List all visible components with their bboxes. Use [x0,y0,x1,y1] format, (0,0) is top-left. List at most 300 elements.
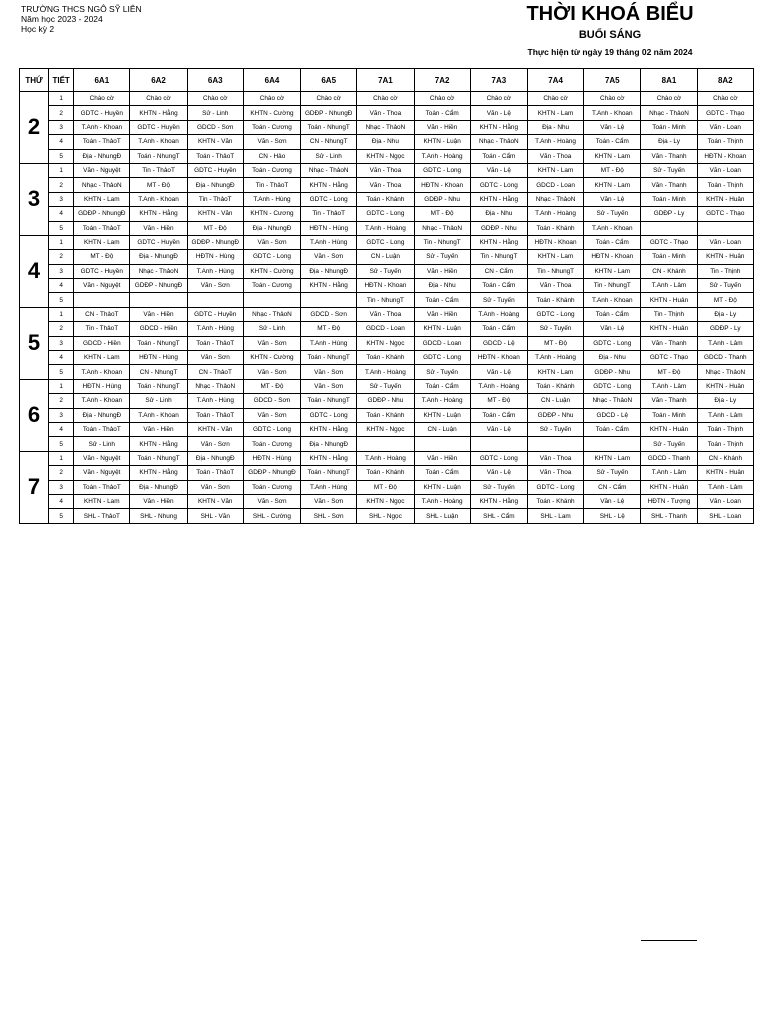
timetable-cell: Văn - Thanh [641,394,697,408]
timetable-cell: KHTN - Văn [187,207,243,221]
timetable-cell: KHTN - Hằng [130,466,187,480]
timetable-cell: HĐTN - Hùng [187,250,243,264]
effective-date: Thực hiện từ ngày 19 tháng 02 năm 2024 [527,47,693,57]
timetable-cell: GDĐP - Ly [697,322,753,336]
timetable-cell: KHTN - Lam [584,264,641,278]
table-row [20,221,754,235]
timetable-cell: Văn - Thanh [641,178,697,192]
timetable-cell: HĐTN - Khoan [584,250,641,264]
period-number: 3 [49,192,74,206]
column-header-class: 6A2 [130,69,187,92]
timetable-cell: Văn - Nguyệt [74,466,130,480]
timetable-cell: KHTN - Huân [697,250,753,264]
timetable-cell: Toán - Khánh [527,293,583,307]
timetable-cell: Toán - Minh [641,250,697,264]
timetable-cell: Toán - ThảoT [74,221,130,235]
timetable-cell: Văn - Hiền [414,120,470,134]
timetable-cell: GDTC - Long [357,207,414,221]
timetable-cell: Toán - Khánh [357,192,414,206]
timetable-cell: T.Anh - Khoan [584,221,641,235]
timetable-cell: CN - Luận [357,250,414,264]
timetable-cell: GDTC - Long [470,178,527,192]
timetable-cell: T.Anh - Hùng [187,322,243,336]
timetable-cell: CN - Hảo [243,149,300,163]
timetable-cell: KHTN - Cường [243,264,300,278]
timetable-body [20,92,754,524]
timetable-cell: Tin - ThảoT [187,192,243,206]
timetable-cell: Địa - Ly [641,135,697,149]
timetable-cell: T.Anh - Lâm [697,408,753,422]
column-header-class: 8A1 [641,69,697,92]
timetable-cell: KHTN - Huân [641,322,697,336]
timetable-cell: Chào cờ [74,92,130,106]
timetable-cell: Toán - ThảoT [187,149,243,163]
timetable-cell: CN - Cẩm [470,264,527,278]
timetable-cell [357,437,414,451]
timetable-cell: Tin - NhungT [470,250,527,264]
period-number: 5 [49,509,74,523]
day-label: 2 [20,92,49,164]
timetable-cell: T.Anh - Khoan [74,120,130,134]
timetable-cell: Sử - Linh [130,394,187,408]
timetable-cell: MT - Độ [414,207,470,221]
timetable-cell: Văn - Thoa [527,149,583,163]
day-label: 7 [20,451,49,523]
timetable-cell: T.Anh - Lâm [641,279,697,293]
timetable-cell: T.Anh - Hoàng [414,494,470,508]
table-row [20,509,754,523]
period-number: 2 [49,250,74,264]
session-label: BUỔI SÁNG [578,29,642,41]
timetable-cell: Địa - Nhu [527,120,583,134]
timetable-cell: Chào cờ [130,92,187,106]
timetable-cell: KHTN - Ngọc [357,422,414,436]
timetable-cell: KHTN - Hằng [130,437,187,451]
timetable-cell: MT - Độ [470,394,527,408]
timetable-cell: Văn - Loan [697,235,753,249]
period-number: 4 [49,207,74,221]
timetable-cell: GDCD - Thanh [697,351,753,365]
timetable-cell: KHTN - Hằng [130,207,187,221]
timetable-cell: SHL - ThảoT [74,509,130,523]
timetable-cell: Văn - Hiền [130,221,187,235]
timetable-cell: Nhạc - ThảoN [243,307,300,321]
table-row [20,106,754,120]
timetable-cell: Toán - Thịnh [697,178,753,192]
timetable-cell [243,293,300,307]
timetable-cell [527,437,583,451]
timetable-cell: Tin - Thịnh [641,307,697,321]
timetable-cell: SHL - Cường [243,509,300,523]
timetable-cell: SHL - Lệ [584,509,641,523]
table-row [20,207,754,221]
period-number: 4 [49,422,74,436]
page-title: THỜI KHOÁ BIỂU [526,3,694,25]
timetable-cell: Toán - Cẩm [414,293,470,307]
timetable-cell: Chào cờ [301,92,357,106]
period-number: 4 [49,135,74,149]
timetable-cell: Sử - Linh [74,437,130,451]
timetable-cell: GDĐP - Nhu [527,408,583,422]
timetable-cell: SHL - Sơn [301,509,357,523]
timetable-cell: Địa - NhungĐ [130,480,187,494]
timetable-cell: T.Anh - Hoàng [414,394,470,408]
timetable-cell: CN - Luận [414,422,470,436]
timetable-cell: Văn - Hiền [414,307,470,321]
timetable-cell: KHTN - Huân [697,379,753,393]
timetable-cell: Nhạc - ThảoN [470,135,527,149]
timetable-cell: Toán - Cương [243,163,300,177]
timetable-cell: Chào cờ [243,92,300,106]
timetable-cell: CN - ThảoT [74,307,130,321]
timetable-cell: Sử - Tuyến [414,250,470,264]
timetable-cell: Văn - Sơn [243,336,300,350]
timetable-cell: GDĐP - Nhu [414,192,470,206]
timetable-cell: Văn - Thoa [357,163,414,177]
table-row [20,394,754,408]
timetable-cell: SHL - Loan [697,509,753,523]
timetable-cell: Toán - Minh [641,120,697,134]
timetable-cell [187,293,243,307]
period-number: 1 [49,163,74,177]
day-label: 3 [20,163,49,235]
timetable-cell: Sử - Tuyến [357,379,414,393]
timetable-cell: Toán - Cẩm [470,408,527,422]
timetable-cell: GDĐP - Nhu [357,394,414,408]
period-number: 3 [49,480,74,494]
table-row [20,92,754,106]
table-row [20,178,754,192]
timetable-cell: Văn - Lệ [470,163,527,177]
timetable-cell: KHTN - Ngọc [357,336,414,350]
timetable-cell: MT - Độ [130,178,187,192]
timetable-cell: GDTC - Long [243,250,300,264]
timetable-cell: CN - Khánh [641,264,697,278]
timetable-cell: Sử - Linh [301,149,357,163]
timetable-cell: T.Anh - Lâm [641,379,697,393]
school-info [21,4,142,34]
timetable-cell: SHL - Luận [414,509,470,523]
timetable-cell [697,221,753,235]
timetable-cell: CN - ThảoT [187,365,243,379]
timetable-cell: KHTN - Lam [527,106,583,120]
timetable-cell: Chào cờ [357,92,414,106]
table-row [20,307,754,321]
timetable-cell: GDCD - Hiền [74,336,130,350]
timetable-cell: Toán - NhungT [301,351,357,365]
timetable-cell: Địa - NhungĐ [301,437,357,451]
period-number: 5 [49,293,74,307]
timetable-cell: Văn - Hiền [130,307,187,321]
timetable-cell: Toán - Cẩm [414,466,470,480]
timetable-cell: Toán - Minh [641,408,697,422]
period-number: 1 [49,235,74,249]
timetable-cell: Toán - ThảoT [74,422,130,436]
timetable-cell: CN - NhungT [301,135,357,149]
timetable-cell: KHTN - Lam [584,451,641,465]
timetable-cell [130,293,187,307]
timetable-cell: KHTN - Cường [243,351,300,365]
timetable-cell: MT - Độ [187,221,243,235]
timetable-cell: HĐTN - Khoan [357,279,414,293]
timetable-cell: KHTN - Lam [584,178,641,192]
period-number: 5 [49,437,74,451]
timetable-cell: Sử - Tuyến [527,322,583,336]
timetable-cell: Nhạc - ThảoN [641,106,697,120]
timetable-cell: MT - Độ [641,365,697,379]
timetable-cell: T.Anh - Lâm [697,480,753,494]
timetable-cell: GDTC - Thạo [641,351,697,365]
timetable-cell: Văn - Sơn [301,379,357,393]
timetable-cell: GDTC - Huyền [74,106,130,120]
period-number: 5 [49,365,74,379]
day-label: 6 [20,379,49,451]
timetable-cell [584,437,641,451]
timetable-cell: Địa - NhungĐ [301,264,357,278]
timetable-cell: Tin - ThảoT [243,178,300,192]
timetable-cell: Sử - Tuyến [584,207,641,221]
timetable-cell: Địa - NhungĐ [187,178,243,192]
timetable-cell: GDCD - Loan [357,322,414,336]
timetable-cell: Chào cờ [414,92,470,106]
timetable-cell: Văn - Lệ [470,422,527,436]
timetable-cell: Sử - Tuyến [641,163,697,177]
period-number: 2 [49,322,74,336]
timetable-cell: Văn - Sơn [301,250,357,264]
timetable-cell: GDĐP - NhungĐ [187,235,243,249]
timetable-cell: KHTN - Lam [527,250,583,264]
timetable-cell: GDTC - Long [301,192,357,206]
timetable-cell: Chào cờ [470,92,527,106]
timetable-cell: Toán - NhungT [130,336,187,350]
timetable-cell: KHTN - Ngọc [357,149,414,163]
column-header-class: 7A4 [527,69,583,92]
timetable-cell: HĐTN - Khoan [697,149,753,163]
period-number: 5 [49,221,74,235]
timetable-cell: GDĐP - NhungĐ [130,279,187,293]
timetable-cell: T.Anh - Hùng [187,264,243,278]
table-row [20,135,754,149]
timetable-cell: KHTN - Văn [187,494,243,508]
timetable-cell: SHL - Thanh [641,509,697,523]
timetable-cell: GDTC - Long [527,480,583,494]
timetable-cell: Sử - Tuyến [470,293,527,307]
timetable-cell: Sử - Linh [243,322,300,336]
timetable-cell: Văn - Thoa [357,307,414,321]
timetable-cell: T.Anh - Hoàng [470,379,527,393]
timetable-cell: GDCD - Sơn [187,120,243,134]
timetable-cell: Văn - Loan [697,120,753,134]
timetable-cell: Toán - Cẩm [470,279,527,293]
timetable-cell: Văn - Loan [697,494,753,508]
timetable-cell: Địa - NhungĐ [130,250,187,264]
period-number: 3 [49,408,74,422]
timetable-cell: GDTC - Huyền [130,235,187,249]
column-header-period: TIẾT [49,69,74,92]
timetable-cell [301,293,357,307]
timetable-cell: Toán - Cẩm [584,235,641,249]
period-number: 2 [49,466,74,480]
timetable-cell: Địa - Nhu [414,279,470,293]
timetable-cell: Văn - Hiền [130,494,187,508]
timetable-cell: Tin - ThảoT [301,207,357,221]
period-number: 1 [49,451,74,465]
timetable-cell: GDCD - Lệ [584,408,641,422]
timetable-cell: Nhạc - ThảoN [414,221,470,235]
period-number: 4 [49,279,74,293]
timetable-cell: GDTC - Huyền [187,307,243,321]
column-header-class: 7A2 [414,69,470,92]
column-header-day: THỨ [20,69,49,92]
timetable-cell [470,437,527,451]
timetable-cell: Toán - ThảoT [187,466,243,480]
timetable-cell: Văn - Sơn [187,480,243,494]
table-row [20,250,754,264]
timetable-cell: Chào cờ [187,92,243,106]
timetable-cell: Toán - Thịnh [697,437,753,451]
timetable-cell: Sử - Tuyến [470,480,527,494]
timetable-cell [641,221,697,235]
column-header-class: 8A2 [697,69,753,92]
timetable-cell: T.Anh - Khoan [130,135,187,149]
timetable-cell: T.Anh - Khoan [74,365,130,379]
timetable-cell: T.Anh - Khoan [584,106,641,120]
timetable-cell: KHTN - Lam [74,494,130,508]
timetable-cell: GDCD - Sơn [301,307,357,321]
timetable-cell: KHTN - Luận [414,408,470,422]
timetable-cell: T.Anh - Khoan [584,293,641,307]
timetable-cell: Toán - Khánh [527,494,583,508]
table-row [20,437,754,451]
timetable-cell: GDĐP - NhungĐ [243,466,300,480]
column-header-class: 6A3 [187,69,243,92]
timetable-cell: T.Anh - Lâm [641,466,697,480]
timetable-cell: KHTN - Văn [187,135,243,149]
timetable-cell: SHL - Nhung [130,509,187,523]
timetable-cell: Sử - Tuyến [357,264,414,278]
school-year: Năm học 2023 - 2024 [21,14,103,24]
timetable-cell: KHTN - Cường [243,106,300,120]
timetable-cell: Văn - Lệ [584,192,641,206]
timetable-cell: GDCD - Thanh [641,451,697,465]
timetable-cell: T.Anh - Hoàng [527,135,583,149]
timetable-cell: Văn - Thoa [527,279,583,293]
timetable-cell: MT - Độ [74,250,130,264]
timetable-cell: Tin - NhungT [357,293,414,307]
timetable-cell: Tin - NhungT [584,279,641,293]
timetable-cell: KHTN - Hằng [301,279,357,293]
period-number: 3 [49,120,74,134]
timetable-cell: GDTC - Thạo [697,106,753,120]
period-number: 3 [49,336,74,350]
timetable-cell: Văn - Lệ [584,120,641,134]
timetable-cell: GDĐP - Nhu [584,365,641,379]
timetable-cell: Nhạc - ThảoN [187,379,243,393]
timetable-cell: KHTN - Luận [414,322,470,336]
timetable-cell: T.Anh - Hùng [301,235,357,249]
timetable-cell: GDTC - Long [301,408,357,422]
timetable-cell: T.Anh - Hoàng [470,307,527,321]
timetable-cell: Toán - NhungT [301,394,357,408]
timetable-cell: MT - Độ [301,322,357,336]
timetable-cell: GDCD - Sơn [243,394,300,408]
timetable-cell: Toán - Thịnh [697,422,753,436]
timetable-cell: HĐTN - Hùng [74,379,130,393]
timetable-cell: Nhạc - ThảoN [697,365,753,379]
timetable-cell: Toán - NhungT [301,466,357,480]
table-row [20,408,754,422]
column-header-class: 6A4 [243,69,300,92]
timetable-cell: Văn - Lệ [584,494,641,508]
period-number: 3 [49,264,74,278]
timetable-cell: Sử - Tuyến [414,365,470,379]
timetable-cell: MT - Độ [527,336,583,350]
timetable-cell: T.Anh - Hùng [301,480,357,494]
timetable-cell: Toán - Cương [243,120,300,134]
timetable-cell: Toán - Cẩm [414,379,470,393]
timetable-cell: Toán - Cương [243,437,300,451]
timetable-cell: Văn - Thoa [357,178,414,192]
timetable-cell: Toán - NhungT [130,451,187,465]
period-number: 2 [49,178,74,192]
timetable-cell: T.Anh - Khoan [130,192,187,206]
column-header-class: 6A1 [74,69,130,92]
timetable-cell: Văn - Hiền [130,422,187,436]
timetable-cell: KHTN - Huân [697,466,753,480]
period-number: 4 [49,351,74,365]
period-number: 1 [49,307,74,321]
timetable-cell: Sử - Linh [187,106,243,120]
timetable-cell: Toán - ThảoT [187,336,243,350]
timetable-cell: Toán - Khánh [357,408,414,422]
column-header-class: 7A5 [584,69,641,92]
timetable-cell: Văn - Lệ [470,466,527,480]
timetable-cell: GDTC - Huyền [74,264,130,278]
table-row [20,466,754,480]
timetable-cell: SHL - Cẩm [470,509,527,523]
timetable-cell: KHTN - Ngọc [357,494,414,508]
timetable-cell: KHTN - Lam [74,235,130,249]
timetable-cell: KHTN - Hằng [470,494,527,508]
timetable-cell: MT - Độ [584,163,641,177]
timetable-cell: T.Anh - Hoàng [357,451,414,465]
timetable-cell: KHTN - Luận [414,135,470,149]
timetable-cell: KHTN - Lam [584,149,641,163]
timetable-cell: HĐTN - Khoan [527,235,583,249]
timetable-cell: CN - NhungT [130,365,187,379]
timetable-cell: GDTC - Long [414,351,470,365]
timetable-cell: Văn - Hiền [414,451,470,465]
timetable-cell: T.Anh - Khoan [74,394,130,408]
semester: Học kỳ 2 [21,24,55,34]
table-row [20,336,754,350]
timetable-cell: Văn - Hiền [414,264,470,278]
timetable [19,68,754,524]
timetable-cell: T.Anh - Hoàng [527,351,583,365]
timetable-cell: KHTN - Huân [641,293,697,307]
timetable-cell: Toán - Minh [641,192,697,206]
timetable-cell: GDĐP - Nhu [470,221,527,235]
timetable-cell: SHL - Ngọc [357,509,414,523]
timetable-cell: T.Anh - Lâm [697,336,753,350]
timetable-cell: SHL - Lam [527,509,583,523]
table-row [20,192,754,206]
timetable-header-row [20,69,754,92]
timetable-cell: Sử - Tuyến [527,422,583,436]
timetable-cell: Văn - Sơn [243,135,300,149]
timetable-cell: GDCD - Loan [414,336,470,350]
timetable-cell: Văn - Thanh [641,336,697,350]
